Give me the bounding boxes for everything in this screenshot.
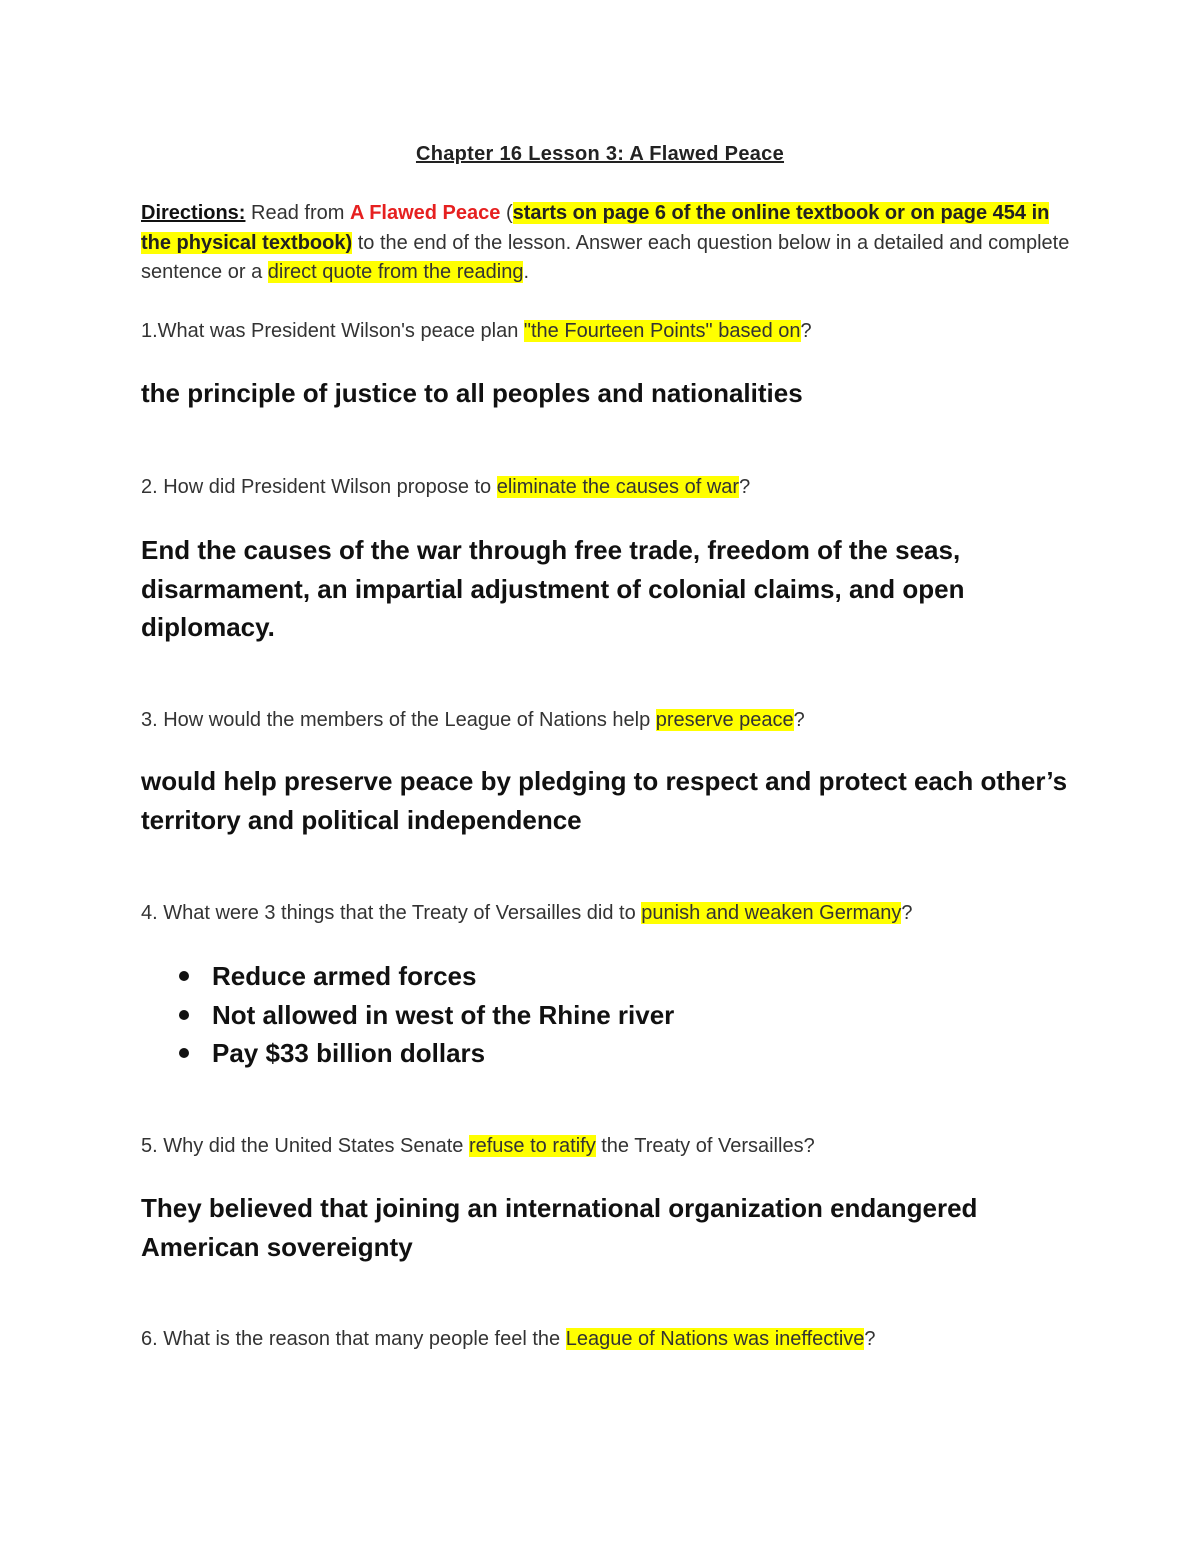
answer-5: They believed that joining an international organization endangered American sovereignty — [141, 1193, 978, 1262]
bullet-icon — [179, 1048, 189, 1058]
question-text: 2. How did President Wilson propose to — [141, 476, 497, 498]
list-item-text: Pay $33 billion dollars — [212, 1038, 486, 1068]
question-text: ? — [864, 1328, 876, 1350]
list-item-text: Not allowed in west of the Rhine river — [212, 999, 675, 1030]
question-3 — [141, 706, 1071, 735]
question-1 — [141, 317, 1071, 346]
question-text: ? — [901, 902, 913, 924]
directions-text: Read from — [245, 202, 350, 224]
bullet-icon — [179, 1010, 189, 1020]
question-text: 4. What were 3 things that the Treaty of Versailles did to — [141, 902, 642, 924]
direct-quote-highlight: direct quote from the reading — [267, 261, 524, 283]
question-highlight: League of Nations was ineffective — [565, 1328, 865, 1350]
directions-label: Directions: — [141, 202, 246, 224]
answer-1: the principle of justice to all peoples and nationalities — [141, 378, 803, 408]
question-highlight: refuse to ratify — [468, 1135, 596, 1157]
list-item — [141, 957, 1041, 996]
question-5 — [141, 1132, 1071, 1161]
question-text: ? — [800, 320, 812, 342]
question-text: 1.What was President Wilson's peace plan — [141, 320, 524, 342]
directions-text: ) — [345, 231, 353, 254]
question-2 — [141, 473, 1071, 502]
directions-paragraph — [141, 199, 1071, 288]
reading-title: A Flawed Peace — [349, 202, 501, 224]
question-highlight: preserve peace — [655, 709, 794, 731]
question-highlight: punish and weaken Germany — [641, 902, 902, 924]
answer-4-list — [141, 957, 1041, 1073]
question-text: ? — [793, 709, 805, 731]
list-item — [141, 996, 1041, 1035]
question-4 — [141, 899, 1071, 928]
question-text: 6. What is the reason that many people feel the — [141, 1328, 566, 1350]
bullet-icon — [179, 971, 189, 981]
page-reference-highlight: starts on page 6 of the online textbook or on page 454 in the physical textbook — [141, 202, 1050, 254]
question-highlight: "the Fourteen Points" based on — [523, 320, 801, 342]
question-text: 3. How would the members of the League of Nations help — [141, 709, 656, 731]
question-highlight: eliminate the causes of war — [496, 476, 740, 498]
list-item-text: Reduce armed forces — [212, 961, 477, 991]
question-6 — [141, 1325, 1071, 1354]
question-text: 5. Why did the United States Senate — [141, 1135, 469, 1157]
answer-3: would help preserve peace by pledging to respect and protect each other’s territory and political independence — [141, 766, 1068, 835]
directions-text: . — [523, 261, 530, 283]
page-title: Chapter 16 Lesson 3: A Flawed Peace — [415, 143, 785, 165]
directions-text: ( — [500, 202, 513, 224]
question-text: ? — [739, 476, 751, 498]
answer-2: End the causes of the war through free trade, freedom of the seas, disarmament, an impartial adjustment of colonial claims, and open diplomacy. — [141, 535, 965, 642]
directions-text: to the end of the lesson. Answer each question below in a detailed and complete sentence or a — [141, 231, 1070, 283]
list-item — [141, 1034, 1041, 1073]
question-text: the Treaty of Versailles? — [595, 1135, 815, 1157]
